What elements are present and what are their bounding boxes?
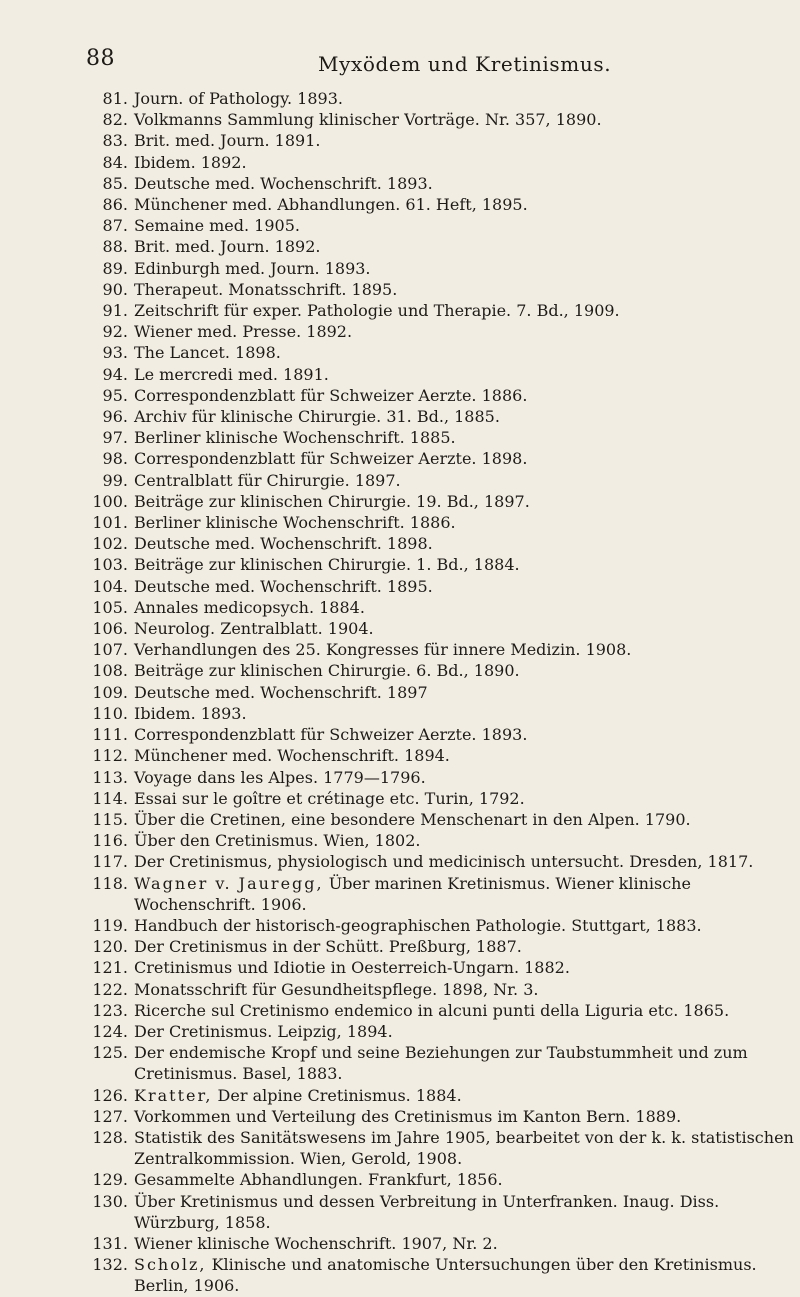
reference-text xyxy=(134,173,795,194)
reference-body: Wiener med. Presse. 1892. xyxy=(134,322,353,342)
reference-text xyxy=(134,915,795,936)
reference-text xyxy=(134,88,795,109)
reference-body: Der alpine Cretinismus. 1884. xyxy=(217,1085,462,1105)
reference-item xyxy=(90,491,795,512)
reference-text xyxy=(134,576,795,597)
reference-body: Münchener med. Abhandlungen. 61. Heft, 1895. xyxy=(134,195,528,215)
reference-item xyxy=(90,215,795,236)
reference-item xyxy=(90,1169,795,1190)
reference-number: 95. xyxy=(102,385,128,405)
reference-body: Semaine med. 1905. xyxy=(134,216,300,236)
reference-item xyxy=(90,173,795,194)
reference-number: 126. xyxy=(92,1085,128,1105)
reference-text xyxy=(134,533,795,554)
reference-number: 98. xyxy=(102,449,128,469)
reference-item xyxy=(90,1233,795,1254)
reference-item xyxy=(90,554,795,575)
reference-text xyxy=(134,1085,795,1106)
reference-body: Verhandlungen des 25. Kongresses für innere Medizin. 1908. xyxy=(134,640,632,660)
reference-body: Ibidem. 1893. xyxy=(134,703,247,723)
reference-number: 125. xyxy=(92,1043,128,1063)
reference-number: 102. xyxy=(92,534,128,554)
reference-item xyxy=(90,851,795,872)
reference-number: 82. xyxy=(102,110,128,130)
reference-author: Scholz, xyxy=(134,1255,207,1275)
reference-text xyxy=(134,1021,795,1042)
reference-number: 83. xyxy=(102,131,128,151)
reference-number: 90. xyxy=(102,279,128,299)
reference-body: Der Cretinismus. Leipzig, 1894. xyxy=(134,1021,393,1041)
reference-item xyxy=(90,385,795,406)
reference-text xyxy=(134,936,795,957)
reference-body: Klinische und anatomische Untersuchungen über den Kretinismus. Berlin, 1906. xyxy=(134,1255,757,1296)
reference-item xyxy=(90,745,795,766)
reference-text xyxy=(134,873,795,915)
reference-item xyxy=(90,809,795,830)
reference-body: Beiträge zur klinischen Chirurgie. 19. Bd., 1897. xyxy=(134,491,530,511)
reference-number: 124. xyxy=(92,1021,128,1041)
reference-text xyxy=(134,554,795,575)
reference-body: Vorkommen und Verteilung des Cretinismus im Kanton Bern. 1889. xyxy=(134,1106,682,1126)
reference-item xyxy=(90,130,795,151)
reference-text xyxy=(134,470,795,491)
reference-text xyxy=(134,745,795,766)
reference-text xyxy=(134,300,795,321)
reference-item xyxy=(90,364,795,385)
reference-number: 101. xyxy=(92,513,128,533)
reference-number: 97. xyxy=(102,428,128,448)
reference-text xyxy=(134,830,795,851)
reference-item xyxy=(90,88,795,109)
reference-number: 81. xyxy=(102,89,128,108)
reference-number: 91. xyxy=(102,301,128,321)
reference-number: 132. xyxy=(92,1255,128,1275)
reference-body: Neurolog. Zentralblatt. 1904. xyxy=(134,619,374,639)
reference-body: Zeitschrift für exper. Pathologie und Therapie. 7. Bd., 1909. xyxy=(134,301,620,321)
reference-body: Über den Cretinismus. Wien, 1802. xyxy=(134,831,421,851)
reference-item xyxy=(90,1106,795,1127)
reference-number: 85. xyxy=(102,173,128,193)
reference-text xyxy=(134,491,795,512)
reference-item xyxy=(90,724,795,745)
reference-item xyxy=(90,1042,795,1084)
reference-number: 121. xyxy=(92,958,128,978)
reference-text xyxy=(134,236,795,257)
reference-item xyxy=(90,448,795,469)
reference-number: 122. xyxy=(92,979,128,999)
reference-body: Beiträge zur klinischen Chirurgie. 1. Bd., 1884. xyxy=(134,555,520,575)
reference-item xyxy=(90,1021,795,1042)
reference-text xyxy=(134,1254,795,1296)
reference-body: Der Cretinismus in der Schütt. Preßburg, 1887. xyxy=(134,937,522,957)
reference-number: 113. xyxy=(92,767,128,787)
reference-body: Annales medicopsych. 1884. xyxy=(134,597,365,617)
reference-text xyxy=(134,1233,795,1254)
reference-item xyxy=(90,342,795,363)
reference-item xyxy=(90,788,795,809)
reference-item xyxy=(90,533,795,554)
reference-item xyxy=(90,1000,795,1021)
reference-item xyxy=(90,660,795,681)
reference-item xyxy=(90,979,795,1000)
reference-number: 120. xyxy=(92,937,128,957)
reference-body: Berliner klinische Wochenschrift. 1886. xyxy=(134,513,456,533)
reference-text xyxy=(134,767,795,788)
reference-item xyxy=(90,597,795,618)
reference-body: Brit. med. Journ. 1892. xyxy=(134,237,321,257)
reference-body: Ricerche sul Cretinismo endemico in alcuni punti della Liguria etc. 1865. xyxy=(134,1000,730,1020)
reference-number: 105. xyxy=(92,597,128,617)
reference-body: Therapeut. Monatsschrift. 1895. xyxy=(134,279,398,299)
reference-number: 111. xyxy=(92,725,128,745)
reference-body: Volkmanns Sammlung klinischer Vorträge. Nr. 357, 1890. xyxy=(134,110,602,130)
reference-body: Münchener med. Wochenschrift. 1894. xyxy=(134,746,450,766)
reference-text xyxy=(134,1127,795,1169)
reference-number: 99. xyxy=(102,470,128,490)
reference-author: Wagner v. Jauregg, xyxy=(134,873,324,893)
reference-text xyxy=(134,639,795,660)
reference-text xyxy=(134,130,795,151)
reference-number: 118. xyxy=(92,873,128,893)
reference-number: 94. xyxy=(102,364,128,384)
reference-number: 107. xyxy=(92,640,128,660)
reference-item xyxy=(90,682,795,703)
reference-body: Ibidem. 1892. xyxy=(134,152,247,172)
reference-text xyxy=(134,597,795,618)
reference-body: Handbuch der historisch-geographischen Pathologie. Stuttgart, 1883. xyxy=(134,915,702,935)
reference-number: 109. xyxy=(92,682,128,702)
reference-text xyxy=(134,1042,795,1084)
reference-number: 115. xyxy=(92,809,128,829)
running-title: Myxödem und Kretinismus. xyxy=(318,52,612,76)
reference-item xyxy=(90,152,795,173)
reference-text xyxy=(134,448,795,469)
reference-body: Edinburgh med. Journ. 1893. xyxy=(134,258,371,278)
reference-item xyxy=(90,406,795,427)
reference-body: Wiener klinische Wochenschrift. 1907, Nr. 2. xyxy=(134,1233,498,1253)
reference-text xyxy=(134,152,795,173)
reference-item xyxy=(90,618,795,639)
reference-number: 112. xyxy=(92,746,128,766)
reference-item xyxy=(90,830,795,851)
reference-text xyxy=(134,851,795,872)
reference-number: 110. xyxy=(92,703,128,723)
reference-text xyxy=(134,957,795,978)
reference-text xyxy=(134,618,795,639)
reference-text xyxy=(134,660,795,681)
reference-body: The Lancet. 1898. xyxy=(134,343,281,363)
reference-body: Deutsche med. Wochenschrift. 1897 xyxy=(134,682,428,702)
reference-body: Der endemische Kropf und seine Beziehungen zur Taubstummheit und zum Cretinismus. Basel, 1883. xyxy=(134,1043,748,1084)
reference-text xyxy=(134,109,795,130)
reference-item xyxy=(90,703,795,724)
reference-number: 96. xyxy=(102,407,128,427)
reference-number: 100. xyxy=(92,491,128,511)
reference-body: Über die Cretinen, eine besondere Menschenart in den Alpen. 1790. xyxy=(134,809,691,829)
reference-body: Deutsche med. Wochenschrift. 1898. xyxy=(134,534,433,554)
reference-number: 84. xyxy=(102,152,128,172)
reference-number: 103. xyxy=(92,555,128,575)
reference-text xyxy=(134,682,795,703)
reference-text xyxy=(134,724,795,745)
reference-body: Brit. med. Journ. 1891. xyxy=(134,131,321,151)
reference-text xyxy=(134,406,795,427)
reference-item xyxy=(90,512,795,533)
reference-item xyxy=(90,873,795,915)
reference-item xyxy=(90,279,795,300)
reference-body: Essai sur le goître et crétinage etc. Turin, 1792. xyxy=(134,788,525,808)
reference-item xyxy=(90,109,795,130)
reference-item xyxy=(90,236,795,257)
reference-body: Über marinen Kretinismus. Wiener klinische Wochenschrift. 1906. xyxy=(134,873,691,914)
reference-number: 117. xyxy=(92,852,128,872)
reference-item xyxy=(90,258,795,279)
reference-item xyxy=(90,321,795,342)
reference-body: Berliner klinische Wochenschrift. 1885. xyxy=(134,428,456,448)
reference-text xyxy=(134,788,795,809)
reference-text xyxy=(134,979,795,1000)
reference-body: Monatsschrift für Gesundheitspflege. 1898, Nr. 3. xyxy=(134,979,539,999)
reference-number: 108. xyxy=(92,661,128,681)
reference-body: Über Kretinismus und dessen Verbreitung in Unterfranken. Inaug. Diss. Würzburg, 1858. xyxy=(134,1191,720,1232)
reference-text xyxy=(134,194,795,215)
reference-number: 89. xyxy=(102,258,128,278)
reference-number: 92. xyxy=(102,322,128,342)
reference-body: Der Cretinismus, physiologisch und medicinisch untersucht. Dresden, 1817. xyxy=(134,852,754,872)
reference-item xyxy=(90,194,795,215)
reference-number: 93. xyxy=(102,343,128,363)
reference-body: Centralblatt für Chirurgie. 1897. xyxy=(134,470,401,490)
reference-text xyxy=(134,1106,795,1127)
reference-text xyxy=(134,703,795,724)
reference-number: 127. xyxy=(92,1106,128,1126)
reference-number: 114. xyxy=(92,788,128,808)
reference-number: 116. xyxy=(92,831,128,851)
reference-text xyxy=(134,1169,795,1190)
reference-body: Deutsche med. Wochenschrift. 1895. xyxy=(134,576,433,596)
reference-text xyxy=(134,1191,795,1233)
page-number: 88 xyxy=(86,46,115,71)
reference-text xyxy=(134,809,795,830)
reference-body: Statistik des Sanitätswesens im Jahre 1905, bearbeitet von der k. k. statistischen Zentralkommission. Wien, Gerold, 1908. xyxy=(134,1127,794,1169)
reference-number: 128. xyxy=(92,1127,128,1147)
reference-number: 123. xyxy=(92,1000,128,1020)
reference-number: 88. xyxy=(102,237,128,257)
reference-number: 86. xyxy=(102,195,128,215)
reference-number: 119. xyxy=(92,915,128,935)
reference-item xyxy=(90,957,795,978)
reference-number: 106. xyxy=(92,619,128,639)
reference-body: Correspondenzblatt für Schweizer Aerzte. 1886. xyxy=(134,385,528,405)
reference-item xyxy=(90,936,795,957)
reference-text xyxy=(134,215,795,236)
reference-body: Beiträge zur klinischen Chirurgie. 6. Bd., 1890. xyxy=(134,661,520,681)
reference-text xyxy=(134,385,795,406)
reference-item xyxy=(90,470,795,491)
reference-body: Cretinismus und Idiotie in Oesterreich-Ungarn. 1882. xyxy=(134,958,570,978)
reference-number: 129. xyxy=(92,1170,128,1190)
reference-item xyxy=(90,1254,795,1296)
reference-number: 131. xyxy=(92,1233,128,1253)
reference-number: 104. xyxy=(92,576,128,596)
reference-body: Correspondenzblatt für Schweizer Aerzte. 1898. xyxy=(134,449,528,469)
reference-item xyxy=(90,767,795,788)
reference-body: Journ. of Pathology. 1893. xyxy=(134,89,343,108)
reference-text xyxy=(134,321,795,342)
reference-body: Le mercredi med. 1891. xyxy=(134,364,329,384)
reference-number: 87. xyxy=(102,216,128,236)
reference-item xyxy=(90,427,795,448)
reference-body: Voyage dans les Alpes. 1779—1796. xyxy=(134,767,426,787)
reference-item xyxy=(90,1127,795,1169)
reference-text xyxy=(134,1000,795,1021)
reference-item xyxy=(90,1191,795,1233)
reference-item xyxy=(90,1085,795,1106)
reference-number: 130. xyxy=(92,1191,128,1211)
reference-text xyxy=(134,279,795,300)
reference-item xyxy=(90,300,795,321)
reference-text xyxy=(134,342,795,363)
reference-text xyxy=(134,512,795,533)
reference-item xyxy=(90,639,795,660)
reference-item xyxy=(90,915,795,936)
reference-item xyxy=(90,576,795,597)
reference-body: Correspondenzblatt für Schweizer Aerzte. 1893. xyxy=(134,725,528,745)
reference-body: Archiv für klinische Chirurgie. 31. Bd., 1885. xyxy=(134,407,500,427)
reference-list xyxy=(90,88,795,1297)
reference-text xyxy=(134,427,795,448)
reference-body: Deutsche med. Wochenschrift. 1893. xyxy=(134,173,433,193)
reference-text xyxy=(134,258,795,279)
reference-author: Kratter, xyxy=(134,1085,213,1105)
reference-text xyxy=(134,364,795,385)
reference-body: Gesammelte Abhandlungen. Frankfurt, 1856. xyxy=(134,1170,503,1190)
